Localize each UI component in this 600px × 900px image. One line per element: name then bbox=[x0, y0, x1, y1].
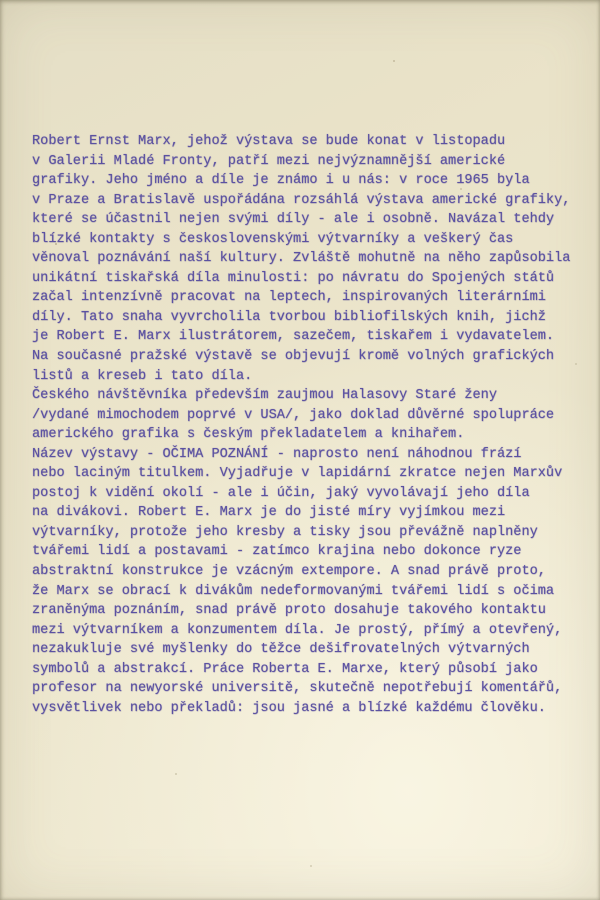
text-line: začal intenzívně pracovat na leptech, inspirovaných literárními bbox=[32, 290, 546, 306]
text-line: blízké kontakty s československými výtvarníky a veškerý čas bbox=[32, 231, 514, 247]
text-line: Českého návštěvníka především zaujmou Halasovy Staré ženy bbox=[32, 388, 497, 404]
text-line: je Robert E. Marx ilustrátorem, sazečem, tiskařem i vydavatelem. bbox=[32, 329, 555, 345]
text-line: výtvarníky, protože jeho kresby a tisky jsou převážně naplněny bbox=[32, 524, 538, 540]
typewritten-text-block bbox=[32, 132, 594, 718]
text-line: v Praze a Bratislavě uspořádána rozsáhlá výstava americké grafiky, bbox=[32, 192, 571, 208]
text-line: které se účastnil nejen svými díly - ale i osobně. Navázal tehdy bbox=[32, 212, 555, 228]
text-line: unikátní tiskařská díla minulosti: po návratu do Spojených států bbox=[32, 270, 555, 286]
text-line: v Galerii Mladé Fronty, patří mezi nejvýznamnější americké bbox=[32, 153, 506, 169]
text-line: Název výstavy - OČIMA POZNÁNÍ - naprosto není náhodnou frází bbox=[32, 446, 522, 462]
text-line: tvářemi lidí a postavami - zatímco krajina nebo dokonce ryze bbox=[32, 544, 522, 560]
text-line: profesor na newyorské universitě, skutečně nepotřebují komentářů, bbox=[32, 681, 563, 697]
text-line: že Marx se obrací k divákům nedeformovanými tvářemi lidí s očima bbox=[32, 583, 555, 599]
text-line: listů a kreseb i tato díla. bbox=[32, 368, 253, 384]
text-line: Na současné pražské výstavě se objevují kromě volných grafických bbox=[32, 349, 555, 365]
text-line: věnoval poznávání naší kultury. Zvláště mohutně na něho zapůsobila bbox=[32, 251, 571, 267]
text-line: symbolů a abstrakcí. Práce Roberta E. Marxe, který působí jako bbox=[32, 661, 538, 677]
text-line: vysvětlivek nebo překladů: jsou jasné a blízké každému člověku. bbox=[32, 700, 546, 716]
text-line: abstraktní konstrukce je vzácným extempore. A snad právě proto, bbox=[32, 564, 546, 580]
text-line: Robert Ernst Marx, jehož výstava se bude konat v listopadu bbox=[32, 134, 506, 149]
text-line: postoj k vidění okolí - ale i účin, jaký vyvolávají jeho díla bbox=[32, 485, 530, 501]
text-line: na divákovi. Robert E. Marx je do jisté míry vyjímkou mezi bbox=[32, 505, 506, 521]
text-line: nebo laciným titulkem. Vyjadřuje v lapidární zkratce nejen Marxův bbox=[32, 466, 563, 482]
text-line: nezakukluje své myšlenky do těžce dešifrovatelných výtvarných bbox=[32, 642, 530, 658]
text-line: zraněnýma poznáním, snad právě proto dosahuje takového kontaktu bbox=[32, 603, 546, 619]
text-line: /vydané mimochodem poprvé v USA/, jako doklad důvěrné spolupráce bbox=[32, 407, 555, 423]
text-line: amerického grafika s českým překladatelem a knihařem. bbox=[32, 427, 465, 443]
text-line: díly. Tato snaha vyvrcholila tvorbou bibliofilských knih, jichž bbox=[32, 309, 546, 325]
text-line: grafiky. Jeho jméno a díle je známo i u nás: v roce 1965 byla bbox=[32, 173, 530, 189]
text-line: mezi výtvarníkem a konzumentem díla. Je prostý, přímý a otevřený, bbox=[32, 622, 563, 638]
